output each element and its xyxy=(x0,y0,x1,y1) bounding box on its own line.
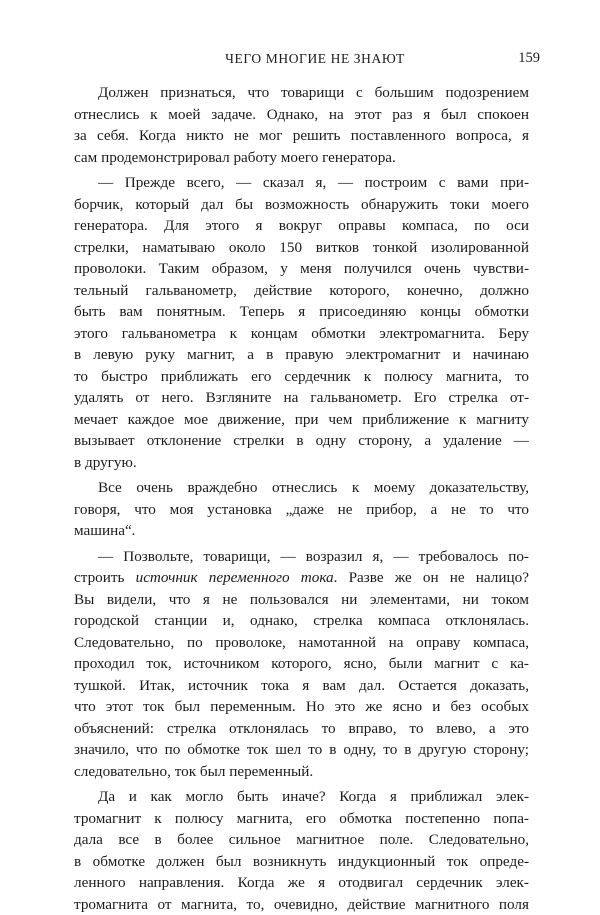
text-line: стрелки, наматываю около 150 витков тонкой изолированной xyxy=(74,237,529,259)
paragraph xyxy=(74,172,529,473)
text-line: быть вам понятным. Теперь я присоединяю концы обмотки xyxy=(74,301,529,323)
text-line: проволоки. Таким образом, у меня получился очень чувстви- xyxy=(74,258,529,280)
text-line: в обмотке должен был возникнуть индукционный ток опреде- xyxy=(74,851,529,873)
paragraph xyxy=(74,82,529,168)
text-line: объяснений: стрелка отклонялась то вправо, то влево, а это xyxy=(74,718,529,740)
text-line: то быстро приближать его сердечник к полюсу магнита, то xyxy=(74,366,529,388)
text-line: тельный гальванометр, действие которого, конечно, должно xyxy=(74,280,529,302)
text-line: в другую. xyxy=(74,452,529,474)
text-line: за себя. Когда никто не мог решить поставленного вопроса, я xyxy=(74,125,529,147)
text-line: что этот ток был переменным. Но это же ясно и без особых xyxy=(74,696,529,718)
body-text xyxy=(74,82,529,915)
text-line: вызывает отклонение стрелки в одну сторону, а удаление — xyxy=(74,430,529,452)
text-line: генератора. Для этого я вокруг оправы компаса, по оси xyxy=(74,215,529,237)
text-line: тромагнит к полюсу магнита, его обмотка постепенно попа- xyxy=(74,808,529,830)
text-line: сам продемонстрировал работу моего генератора. xyxy=(74,147,529,169)
text-line: тромагнита от магнита, то, очевидно, действие магнитного поля xyxy=(74,894,529,915)
text-line: Следовательно, по проволоке, намотанной на оправу компаса, xyxy=(74,632,529,654)
text-line: говоря, что моя установка „даже не прибор, а не то что xyxy=(74,499,529,521)
text-run: . Разве же он не налицо? xyxy=(334,569,529,586)
text-line: — Прежде всего, — сказал я, — построим с вами при- xyxy=(74,172,529,194)
text-line: в левую руку магнит, а в правую электромагнит и начинаю xyxy=(74,344,529,366)
italic-phrase: источник переменного тока xyxy=(136,569,334,586)
text-line xyxy=(74,567,529,589)
text-line: — Позвольте, товарищи, — возразил я, — требовалось по- xyxy=(74,546,529,568)
text-line: ленного направления. Когда же я отодвигал сердечник элек- xyxy=(74,872,529,894)
text-line: Должен признаться, что товарищи с большим подозрением xyxy=(74,82,529,104)
text-line: тушкой. Итак, источник тока я вам дал. Остается доказать, xyxy=(74,675,529,697)
text-line: дала все в более сильное магнитное поле. Следовательно, xyxy=(74,829,529,851)
text-line: Вы видели, что я не пользовался ни элементами, ни током xyxy=(74,589,529,611)
text-line: удалять от него. Взгляните на гальванометр. Его стрелка от- xyxy=(74,387,529,409)
text-line: Все очень враждебно отнеслись к моему доказательству, xyxy=(74,477,529,499)
text-line: следовательно, ток был переменный. xyxy=(74,761,529,783)
text-line: Да и как могло быть иначе? Когда я приближал элек- xyxy=(74,786,529,808)
running-head xyxy=(90,50,540,70)
paragraph xyxy=(74,477,529,542)
text-line: городской станции и, однако, стрелка компаса отклонялась. xyxy=(74,610,529,632)
chapter-title: ЧЕГО МНОГИЕ НЕ ЗНАЮТ xyxy=(90,51,540,67)
text-run: строить xyxy=(74,569,136,586)
text-line: этого гальванометра к концам обмотки электромагнита. Беру xyxy=(74,323,529,345)
text-line: борчик, который дал бы возможность обнаружить токи моего xyxy=(74,194,529,216)
text-line: значило, что по обмотке ток шел то в одну, то в другую сторону; xyxy=(74,739,529,761)
paragraph xyxy=(74,786,529,915)
text-line: мечает каждое мое движение, при чем приближение к магниту xyxy=(74,409,529,431)
text-line: отнеслись к моей задаче. Однако, на этот раз я был спокоен xyxy=(74,104,529,126)
text-line: проходил ток, источником которого, ясно, были магнит с ка- xyxy=(74,653,529,675)
paragraph xyxy=(74,546,529,783)
text-line: машина“. xyxy=(74,520,529,542)
page-number: 159 xyxy=(518,50,540,67)
